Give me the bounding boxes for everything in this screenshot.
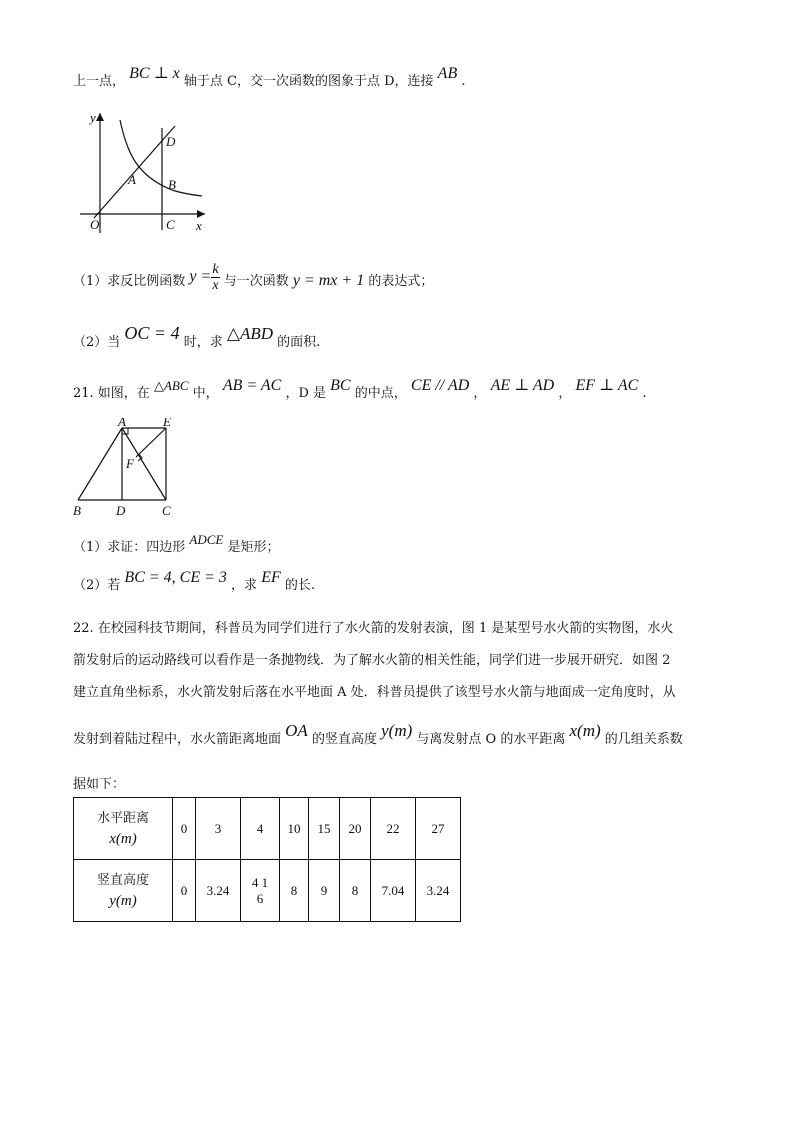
table-cell: 4 1 6 bbox=[241, 860, 280, 922]
q22-line2: 箭发射后的运动路线可以看作是一条抛物线．为了解水火箭的相关性能，同学们进一步展开研究．如图 2 bbox=[73, 653, 671, 668]
q20-part2-line: （2）当 OC = 4 时，求 △ABD 的面积. bbox=[73, 323, 321, 350]
ef-perp-ac: EF ⊥ AC bbox=[575, 377, 639, 394]
quad-adce: ADCE bbox=[189, 532, 224, 547]
inverse-function-fraction: $\frac{k}{x}$ bbox=[212, 262, 219, 293]
fig1-label-x: x bbox=[196, 218, 202, 233]
bc-perp-x-formula: BC ⊥ x bbox=[129, 65, 180, 82]
q22-line4: 发射到着陆过程中，水火箭距离地面 OA 的竖直高度 y(m) 与离发射点 O 的水平距离 x(m) 的几组关系数 bbox=[73, 721, 683, 747]
table-cell: 8 bbox=[340, 860, 371, 922]
q20-part1-line: （1）求反比例函数 y = $\frac{k}{x}$ 与一次函数 y = mx + 1 的表达式； bbox=[73, 262, 434, 293]
y-meters: y(m) bbox=[381, 721, 413, 740]
fig2-label-f: F bbox=[126, 456, 134, 471]
ef-segment: EF bbox=[261, 569, 281, 586]
q21-intro-line: 21. 如图，在 △ABC 中， AB = AC ，D 是 BC 的中点， CE // AD ， AE ⊥ AD ， EF ⊥ AC . bbox=[73, 377, 647, 401]
ae-perp-ad: AE ⊥ AD bbox=[490, 377, 555, 394]
table-row bbox=[74, 798, 461, 860]
ab-eq-ac: AB = AC bbox=[222, 377, 282, 394]
q22-line3: 建立直角坐标系，水火箭发射后落在水平地面 A 处．科普员提供了该型号水火箭与地面成一定角度时，从 bbox=[73, 685, 676, 700]
x-meters: x(m) bbox=[569, 721, 601, 740]
table-cell: 3.24 bbox=[196, 860, 241, 922]
linear-function-formula: y = mx + 1 bbox=[292, 272, 365, 289]
table-cell: 3 bbox=[196, 798, 241, 860]
q21-part1-line: （1）求证：四边形 ADCE 是矩形； bbox=[73, 532, 280, 555]
fig2-label-a: A bbox=[118, 418, 126, 429]
inverse-function-lhs: y = bbox=[189, 268, 212, 285]
table-row-header: 水平距离 x(m) bbox=[74, 798, 173, 860]
fig2-label-e: E bbox=[163, 418, 171, 429]
table-row-header: 竖直高度 y(m) bbox=[74, 860, 173, 922]
fig2-label-c: C bbox=[162, 503, 171, 518]
table-cell: 15 bbox=[309, 798, 340, 860]
fig1-label-y: y bbox=[90, 110, 96, 125]
fig2-label-d: D bbox=[116, 503, 126, 518]
triangle-abd: △ABD bbox=[226, 324, 273, 343]
table-cell: 9 bbox=[309, 860, 340, 922]
bc-ce-condition: BC = 4, CE = 3 bbox=[124, 569, 227, 586]
figure-triangle-rectangle bbox=[70, 418, 190, 518]
fig2-label-b: B bbox=[73, 503, 81, 518]
bc-segment: BC bbox=[330, 377, 351, 394]
oa-segment: OA bbox=[285, 721, 308, 740]
ab-segment: AB bbox=[437, 65, 458, 82]
oc-condition: OC = 4 bbox=[124, 323, 180, 343]
fig1-label-d: D bbox=[166, 134, 176, 149]
triangle-abc: △ABC bbox=[153, 378, 189, 393]
table-cell: 3.24 bbox=[416, 860, 461, 922]
fig1-label-a: A bbox=[128, 172, 136, 187]
fig1-label-b: B bbox=[168, 177, 176, 192]
fig1-label-o: O bbox=[90, 217, 100, 232]
q21-part2-line: （2）若 BC = 4, CE = 3 ，求 EF 的长. bbox=[73, 569, 316, 593]
table-cell: 4 bbox=[241, 798, 280, 860]
table-cell: 8 bbox=[280, 860, 309, 922]
table-cell: 27 bbox=[416, 798, 461, 860]
table-cell: 22 bbox=[371, 798, 416, 860]
q20-intro-line: 上一点， BC ⊥ x 轴于点 C，交一次函数的图象于点 D，连接 AB . bbox=[73, 65, 466, 89]
q22-line5: 据如下： bbox=[73, 777, 126, 792]
table-cell: 0 bbox=[173, 860, 196, 922]
figure-hyperbola-line bbox=[72, 108, 222, 238]
table-cell: 20 bbox=[340, 798, 371, 860]
q22-line1: 22. 在校园科技节期间，科普员为同学们进行了水火箭的发射表演，图 1 是某型号水火箭的实物图，水火 bbox=[73, 621, 674, 636]
table-row bbox=[74, 860, 461, 922]
table-cell: 10 bbox=[280, 798, 309, 860]
fig1-label-c: C bbox=[166, 217, 175, 232]
ce-parallel-ad: CE // AD bbox=[410, 377, 470, 394]
table-cell: 7.04 bbox=[371, 860, 416, 922]
table-cell: 0 bbox=[173, 798, 196, 860]
data-table bbox=[73, 797, 461, 922]
